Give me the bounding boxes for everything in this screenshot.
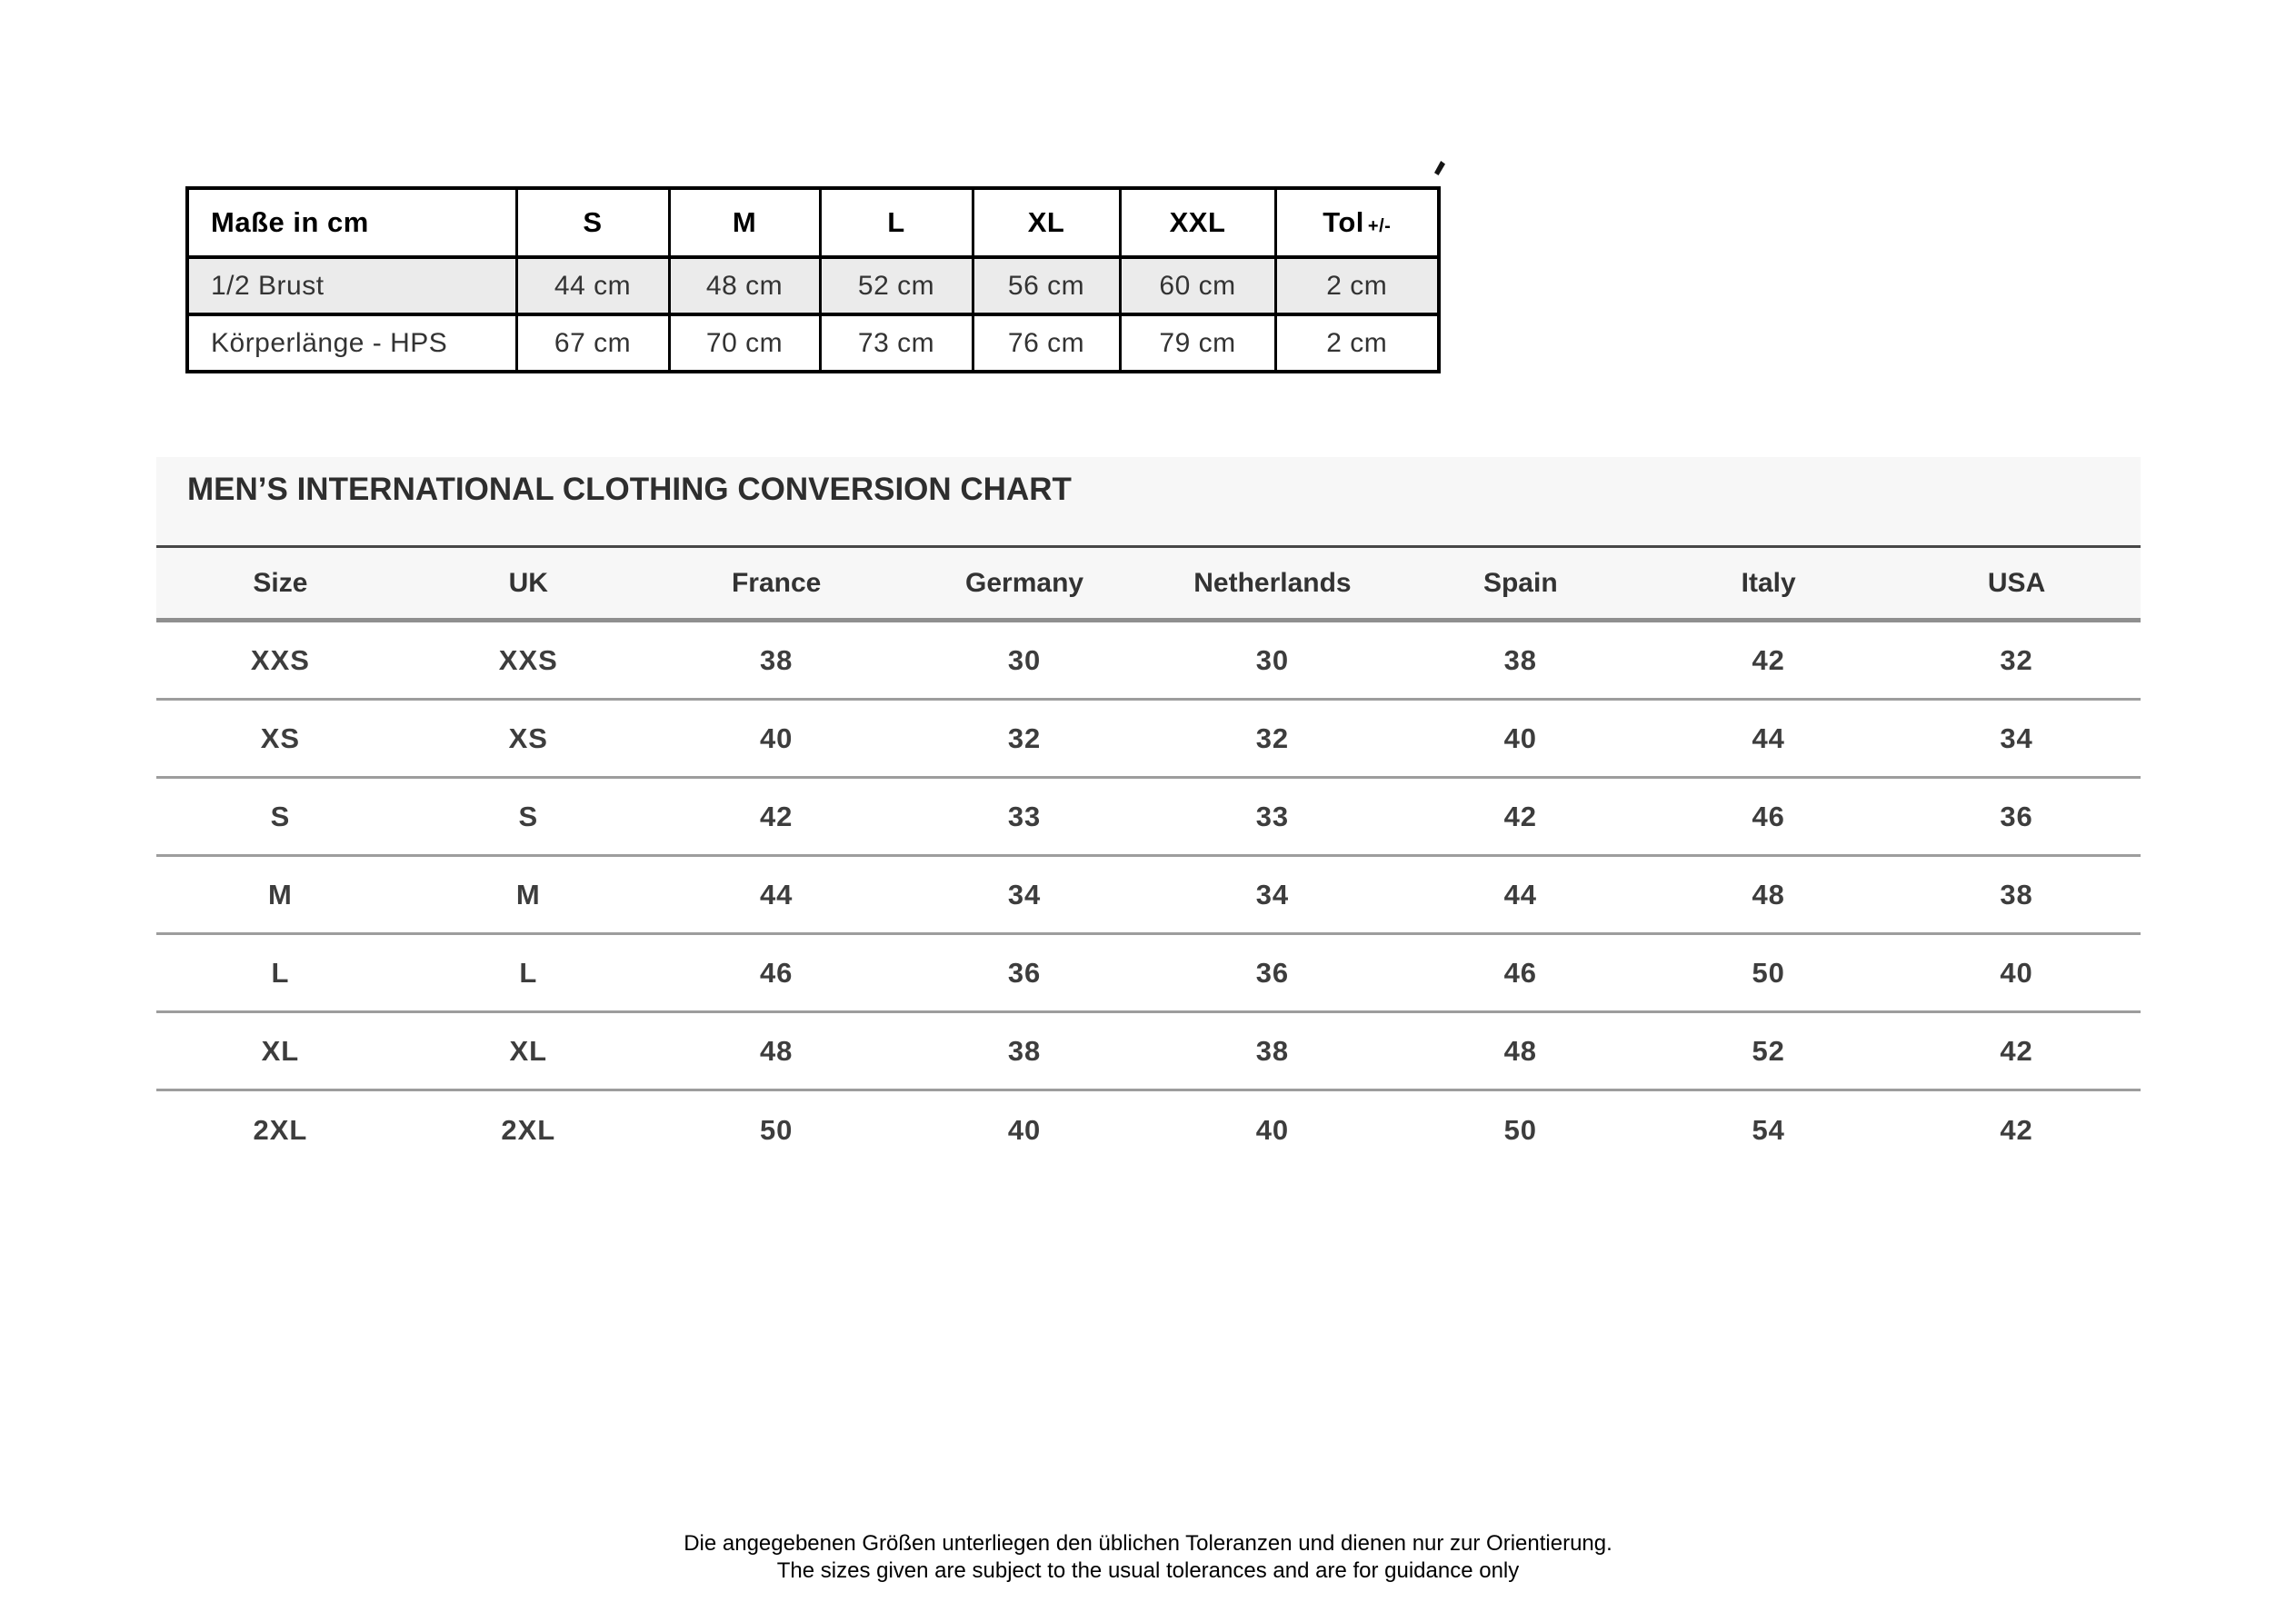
conv-cell: 2XL <box>253 1114 308 1146</box>
measure-header-s: S <box>516 188 669 257</box>
measure-header-l: L <box>820 188 973 257</box>
conversion-header-row <box>156 545 2141 622</box>
measure-cell: 52 cm <box>820 257 973 314</box>
measure-cell: 2 cm <box>1275 314 1439 372</box>
conv-cell: 38 <box>1255 1034 1290 1067</box>
conv-header-germany: Germany <box>965 567 1084 598</box>
conv-cell: 36 <box>1255 956 1290 989</box>
conv-cell: 38 <box>1007 1034 1042 1067</box>
measure-header-tolerance <box>1275 188 1439 257</box>
conv-cell: 34 <box>2000 721 2033 754</box>
table-row-xl <box>156 1013 2141 1091</box>
measurements-table <box>185 186 1441 373</box>
conv-cell: XS <box>508 721 548 754</box>
conv-cell: 38 <box>1503 643 1538 676</box>
conv-cell: 44 <box>759 878 794 911</box>
conv-header-netherlands: Netherlands <box>1193 567 1352 598</box>
table-row-xs <box>156 701 2141 779</box>
conv-header-usa: USA <box>1987 567 2046 598</box>
conv-cell: 50 <box>1503 1114 1538 1146</box>
conv-cell: 38 <box>759 643 794 676</box>
conv-cell: 34 <box>1255 878 1290 911</box>
measure-row-chest <box>187 257 1439 314</box>
conv-cell: 32 <box>2000 643 2033 676</box>
conv-cell: 48 <box>1752 878 1785 911</box>
conversion-chart-section <box>156 457 2141 1169</box>
conv-cell: 52 <box>1752 1034 1785 1067</box>
conv-cell: S <box>518 800 539 832</box>
conv-cell: 42 <box>759 800 794 832</box>
measure-cell: 76 cm <box>973 314 1120 372</box>
measure-cell: 70 cm <box>669 314 820 372</box>
disclaimer <box>0 1530 2296 1585</box>
conv-cell: M <box>515 878 541 911</box>
conv-cell: 34 <box>1007 878 1042 911</box>
conv-cell: 50 <box>759 1114 794 1146</box>
conv-header-italy: Italy <box>1741 567 1796 598</box>
measure-cell: 73 cm <box>820 314 973 372</box>
measure-header-label: Maße in cm <box>187 188 516 257</box>
conv-cell: 40 <box>2000 956 2033 989</box>
conv-cell: 42 <box>1503 800 1538 832</box>
conv-cell: 42 <box>2000 1034 2033 1067</box>
conv-header-size: Size <box>253 567 308 598</box>
tolerance-suffix: +/- <box>1367 216 1392 236</box>
measure-header-m: M <box>669 188 820 257</box>
conv-header-spain: Spain <box>1482 567 1558 598</box>
conv-cell: XS <box>260 721 301 754</box>
table-row-2xl <box>156 1091 2141 1169</box>
conv-cell: 50 <box>1752 956 1785 989</box>
measure-row-body-length <box>187 314 1439 372</box>
measure-cell: 67 cm <box>516 314 669 372</box>
conv-cell: 54 <box>1752 1114 1785 1146</box>
conv-cell: 36 <box>1007 956 1042 989</box>
table-row-m <box>156 857 2141 935</box>
measure-cell: 48 cm <box>669 257 820 314</box>
conv-cell: XXS <box>498 643 558 676</box>
conv-cell: 32 <box>1255 721 1290 754</box>
table-row-l <box>156 935 2141 1013</box>
conv-cell: 46 <box>759 956 794 989</box>
conv-cell: XXS <box>250 643 310 676</box>
conv-cell: 42 <box>2000 1114 2033 1146</box>
measure-cell: 79 cm <box>1120 314 1275 372</box>
measure-cell: 56 cm <box>973 257 1120 314</box>
disclaimer-line-en: The sizes given are subject to the usual tolerances and are for guidance only <box>776 1558 1520 1583</box>
conv-cell: XL <box>261 1034 300 1067</box>
conv-cell: 44 <box>1503 878 1538 911</box>
conv-cell: 46 <box>1503 956 1538 989</box>
conv-cell: S <box>270 800 291 832</box>
measure-header-xxl: XXL <box>1120 188 1275 257</box>
measure-header-xl: XL <box>973 188 1120 257</box>
conv-cell: 36 <box>2000 800 2033 832</box>
measure-cell: 2 cm <box>1275 257 1439 314</box>
conv-cell: 48 <box>759 1034 794 1067</box>
conv-cell: XL <box>509 1034 548 1067</box>
measure-row-label: Körperlänge - HPS <box>187 314 516 372</box>
conv-cell: 33 <box>1255 800 1290 832</box>
measure-cell: 60 cm <box>1120 257 1275 314</box>
conv-cell: L <box>271 956 290 989</box>
conv-cell: 30 <box>1007 643 1042 676</box>
conversion-chart-title: MEN’S INTERNATIONAL CLOTHING CONVERSION CHART <box>156 457 2141 545</box>
conv-cell: 40 <box>1503 721 1538 754</box>
conv-cell: M <box>268 878 293 911</box>
conv-cell: 33 <box>1007 800 1042 832</box>
conv-cell: 42 <box>1752 643 1785 676</box>
conv-header-france: France <box>731 567 822 598</box>
conv-cell: 40 <box>1255 1114 1290 1146</box>
conv-cell: 2XL <box>501 1114 556 1146</box>
measure-row-label: 1/2 Brust <box>187 257 516 314</box>
stray-mark <box>1434 161 1445 175</box>
conv-cell: 46 <box>1752 800 1785 832</box>
measure-header-row <box>187 188 1439 257</box>
conv-cell: 48 <box>1503 1034 1538 1067</box>
conv-cell: 38 <box>2000 878 2033 911</box>
disclaimer-line-de: Die angegebenen Größen unterliegen den üblichen Toleranzen und dienen nur zur Orientierung. <box>684 1531 1612 1556</box>
measure-cell: 44 cm <box>516 257 669 314</box>
conv-cell: L <box>519 956 538 989</box>
conv-cell: 40 <box>759 721 794 754</box>
conv-cell: 40 <box>1007 1114 1042 1146</box>
conv-cell: 32 <box>1007 721 1042 754</box>
table-row-s <box>156 779 2141 857</box>
conv-header-uk: UK <box>508 567 548 598</box>
tolerance-label: Tol <box>1323 206 1364 238</box>
table-row-xxs <box>156 622 2141 701</box>
conv-cell: 44 <box>1752 721 1785 754</box>
conv-cell: 30 <box>1255 643 1290 676</box>
